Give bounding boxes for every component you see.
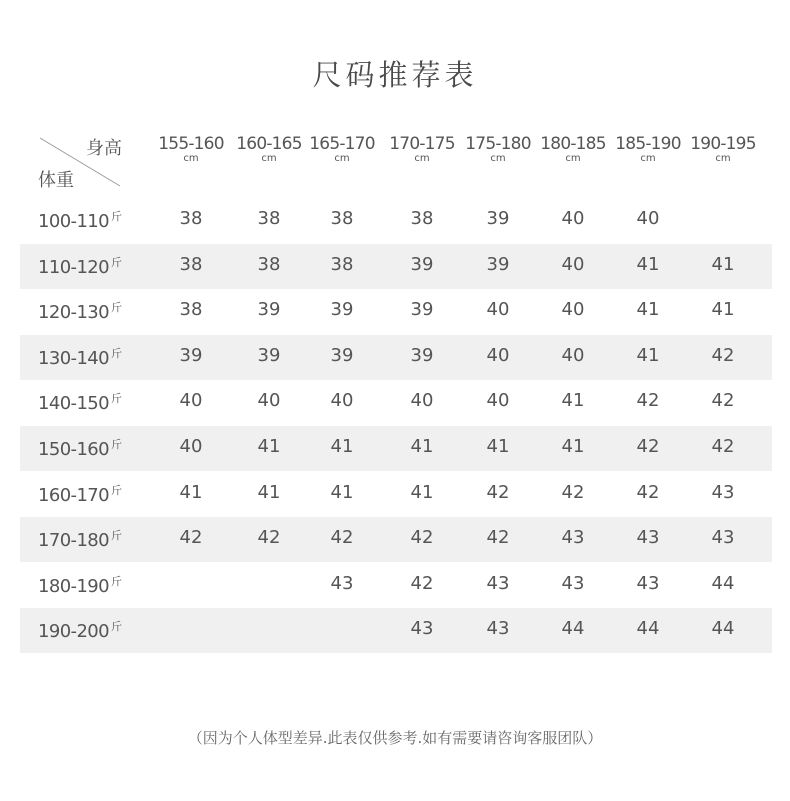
size-cell: 41 bbox=[410, 481, 434, 503]
row-weight-label bbox=[38, 527, 121, 551]
size-cell: 41 bbox=[330, 481, 354, 503]
size-cell: 41 bbox=[410, 436, 434, 457]
row-weight-label bbox=[38, 345, 121, 369]
size-cell: 38 bbox=[257, 208, 281, 229]
row-weight-range: 110-120 bbox=[38, 256, 110, 278]
size-cell: 43 bbox=[561, 527, 585, 549]
size-cell: 41 bbox=[711, 299, 735, 321]
size-cell: 42 bbox=[410, 572, 434, 594]
size-cell: 38 bbox=[410, 208, 434, 229]
table-row bbox=[20, 289, 772, 334]
column-header-unit: cm bbox=[334, 153, 350, 164]
size-cell: 43 bbox=[711, 527, 735, 549]
size-cell: 38 bbox=[179, 253, 203, 275]
row-weight-label bbox=[38, 390, 121, 414]
page-title: 尺码推荐表 bbox=[312, 58, 478, 92]
row-weight-unit: 斤 bbox=[111, 210, 122, 223]
size-cell: 42 bbox=[179, 527, 203, 549]
row-weight-unit: 斤 bbox=[111, 574, 122, 588]
row-weight-label bbox=[38, 299, 121, 323]
column-header-unit: cm bbox=[490, 153, 506, 164]
size-cell: 39 bbox=[486, 208, 510, 229]
row-weight-label bbox=[38, 482, 121, 506]
size-cell: 41 bbox=[636, 253, 660, 275]
size-cell: 43 bbox=[486, 572, 510, 594]
size-cell: 42 bbox=[636, 436, 660, 457]
row-weight-range: 170-180 bbox=[38, 530, 110, 552]
column-header-range: 180-185 bbox=[540, 134, 606, 154]
size-cell: 40 bbox=[561, 299, 585, 321]
size-cell: 38 bbox=[179, 299, 203, 321]
table-row bbox=[20, 517, 772, 562]
size-cell: 44 bbox=[561, 618, 585, 640]
size-cell: 38 bbox=[257, 253, 281, 275]
size-cell: 42 bbox=[561, 481, 585, 503]
size-cell: 39 bbox=[179, 344, 203, 366]
column-header-range: 160-165 bbox=[236, 134, 302, 154]
row-weight-unit: 斤 bbox=[111, 620, 122, 634]
column-header-range: 185-190 bbox=[615, 134, 681, 154]
size-cell: 41 bbox=[486, 436, 510, 457]
row-weight-unit: 斤 bbox=[111, 438, 122, 451]
size-cell: 42 bbox=[486, 527, 510, 549]
size-cell: 40 bbox=[410, 390, 434, 412]
column-header bbox=[302, 136, 382, 164]
row-weight-unit: 斤 bbox=[111, 529, 122, 543]
size-cell: 43 bbox=[330, 572, 354, 594]
column-header-range: 165-170 bbox=[309, 134, 375, 154]
size-cell: 40 bbox=[179, 390, 203, 412]
size-cell: 41 bbox=[636, 344, 660, 366]
size-cell: 43 bbox=[486, 618, 510, 640]
height-axis-label: 身高 bbox=[86, 138, 122, 159]
row-weight-range: 100-110 bbox=[38, 211, 110, 232]
size-cell: 42 bbox=[410, 527, 434, 549]
size-cell: 38 bbox=[330, 253, 354, 275]
size-cell: 42 bbox=[711, 436, 735, 457]
size-cell: 40 bbox=[330, 390, 354, 412]
size-cell: 39 bbox=[330, 344, 354, 366]
table-row bbox=[20, 563, 772, 608]
size-cell: 40 bbox=[561, 344, 585, 366]
size-cell: 39 bbox=[486, 253, 510, 275]
size-cell: 41 bbox=[257, 436, 281, 457]
row-weight-label bbox=[38, 573, 121, 597]
size-cell: 43 bbox=[561, 572, 585, 594]
row-weight-unit: 斤 bbox=[111, 255, 122, 269]
column-header-range: 155-160 bbox=[158, 134, 224, 154]
size-cell: 40 bbox=[179, 436, 203, 457]
size-cell: 39 bbox=[410, 344, 434, 366]
column-header-unit: cm bbox=[414, 153, 430, 164]
size-cell: 43 bbox=[711, 481, 735, 503]
row-weight-range: 120-130 bbox=[38, 302, 110, 324]
size-cell: 40 bbox=[561, 208, 585, 229]
size-cell: 39 bbox=[410, 253, 434, 275]
size-cell: 42 bbox=[257, 527, 281, 549]
size-cell: 41 bbox=[561, 436, 585, 457]
row-weight-unit: 斤 bbox=[111, 301, 122, 315]
table-row bbox=[20, 608, 772, 653]
column-header-unit: cm bbox=[640, 153, 656, 164]
column-header-unit: cm bbox=[261, 153, 277, 164]
size-cell: 39 bbox=[330, 299, 354, 321]
column-header-range: 170-175 bbox=[389, 134, 455, 154]
size-cell: 42 bbox=[486, 481, 510, 503]
column-header bbox=[229, 136, 309, 164]
column-header-unit: cm bbox=[715, 153, 731, 164]
size-cell: 41 bbox=[636, 299, 660, 321]
size-cell: 40 bbox=[486, 344, 510, 366]
size-cell: 44 bbox=[711, 618, 735, 640]
row-weight-unit: 斤 bbox=[111, 392, 122, 406]
size-cell: 40 bbox=[636, 208, 660, 229]
column-header bbox=[608, 136, 688, 164]
row-weight-label bbox=[38, 254, 121, 278]
table-row bbox=[20, 244, 772, 289]
size-cell: 42 bbox=[636, 481, 660, 503]
size-cell: 43 bbox=[636, 527, 660, 549]
size-cell: 39 bbox=[410, 299, 434, 321]
column-header bbox=[533, 136, 613, 164]
size-cell: 43 bbox=[410, 618, 434, 640]
size-cell: 39 bbox=[257, 344, 281, 366]
row-weight-unit: 斤 bbox=[111, 483, 122, 497]
size-cell: 44 bbox=[711, 572, 735, 594]
row-weight-range: 150-160 bbox=[38, 439, 110, 460]
row-weight-label bbox=[38, 208, 121, 232]
size-cell: 42 bbox=[711, 390, 735, 412]
size-cell: 41 bbox=[561, 390, 585, 412]
size-cell: 39 bbox=[257, 299, 281, 321]
row-weight-label bbox=[38, 618, 121, 642]
size-cell: 41 bbox=[330, 436, 354, 457]
table-row bbox=[20, 198, 772, 243]
column-header-unit: cm bbox=[183, 153, 199, 164]
table-row bbox=[20, 380, 772, 425]
size-cell: 40 bbox=[486, 390, 510, 412]
size-cell: 42 bbox=[711, 344, 735, 366]
size-cell: 41 bbox=[179, 481, 203, 503]
size-cell: 42 bbox=[330, 527, 354, 549]
size-cell: 40 bbox=[257, 390, 281, 412]
weight-axis-label: 体重 bbox=[38, 170, 74, 191]
footnote: （因为个人体型差异.此表仅供参考.如有需要请咨询客服团队） bbox=[187, 729, 603, 747]
row-weight-range: 180-190 bbox=[38, 575, 110, 597]
size-cell: 40 bbox=[561, 253, 585, 275]
size-cell: 43 bbox=[636, 572, 660, 594]
row-weight-range: 130-140 bbox=[38, 347, 110, 369]
column-header-range: 190-195 bbox=[690, 134, 756, 154]
size-cell: 41 bbox=[257, 481, 281, 503]
column-header bbox=[458, 136, 538, 164]
column-header-unit: cm bbox=[565, 153, 581, 164]
row-weight-range: 190-200 bbox=[38, 621, 110, 643]
column-header bbox=[382, 136, 462, 164]
column-header bbox=[683, 136, 763, 164]
column-header bbox=[151, 136, 231, 164]
size-cell: 38 bbox=[330, 208, 354, 229]
table-corner-header bbox=[20, 130, 130, 190]
table-row bbox=[20, 335, 772, 380]
size-cell: 40 bbox=[486, 299, 510, 321]
row-weight-label bbox=[38, 436, 121, 460]
size-cell: 42 bbox=[636, 390, 660, 412]
row-weight-range: 140-150 bbox=[38, 393, 110, 415]
row-weight-range: 160-170 bbox=[38, 484, 110, 506]
row-weight-unit: 斤 bbox=[111, 346, 122, 360]
size-cell: 41 bbox=[711, 253, 735, 275]
column-header-range: 175-180 bbox=[465, 134, 531, 154]
table-row bbox=[20, 426, 772, 471]
size-cell: 38 bbox=[179, 208, 203, 229]
table-row bbox=[20, 472, 772, 517]
size-cell: 44 bbox=[636, 618, 660, 640]
